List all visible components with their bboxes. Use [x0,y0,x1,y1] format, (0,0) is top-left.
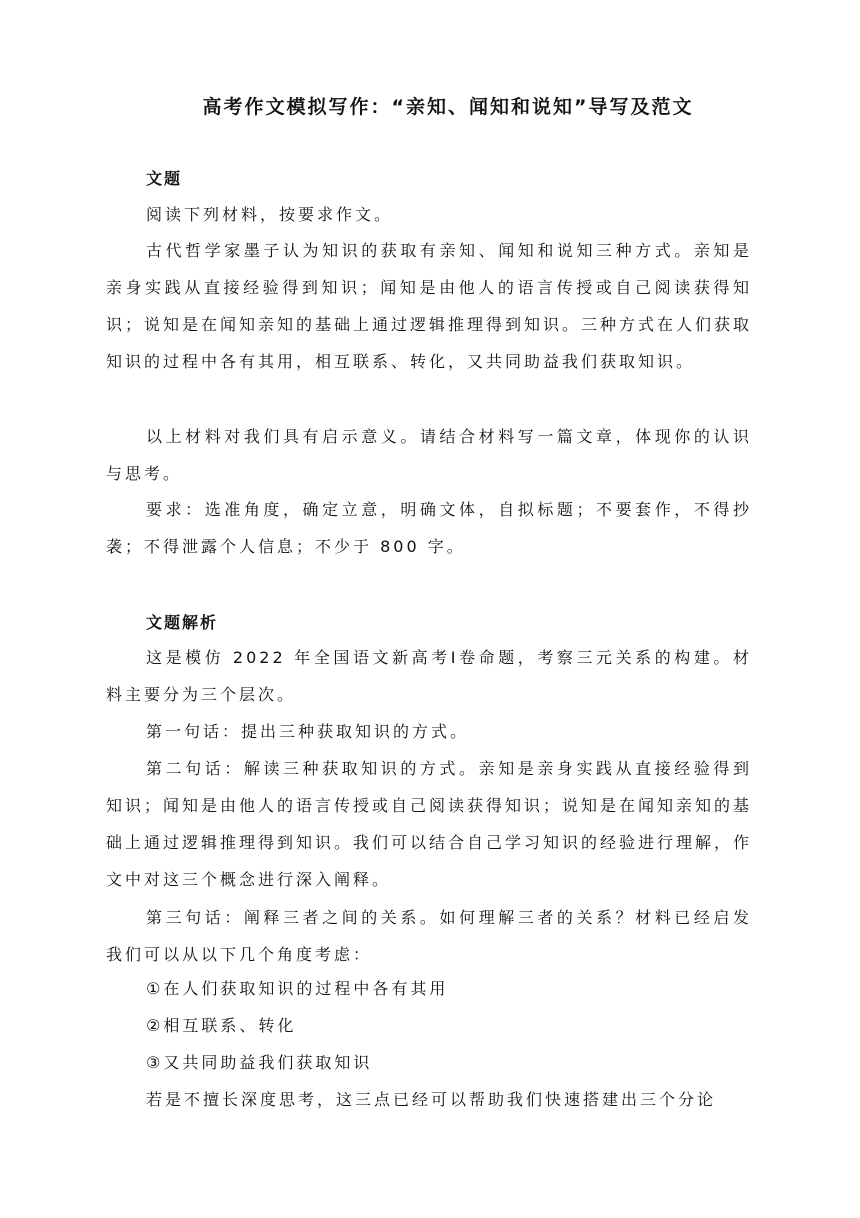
document-title: 高考作文模拟写作：“亲知、闻知和说知”导写及范文 [202,96,694,118]
analysis-paragraph: 若是不擅长深度思考，这三点已经可以帮助我们快速搭建出三个分论 [146,1090,717,1109]
analysis-list-item: ③又共同助益我们获取知识 [146,1053,373,1072]
prompt-paragraph: 古代哲学家墨子认为知识的获取有亲知、闻知和说知三种方式。亲知是亲身实践从直接经验得到知识；闻知是由他人的语言传授或自己阅读获得知识；说知是在闻知亲知的基础上通过逻辑推理得到知识。三种方式在人们获取知识的过程中各有其用，相互联系、转化，又共同助益我们获取知识。 [106,241,753,371]
analysis-paragraph: 第三句话：阐释三者之间的关系。如何理解三者的关系？材料已经启发我们可以从以下几个角度考虑： [106,908,752,964]
section-heading-analysis: 文题解析 [146,613,219,632]
section-heading-prompt: 文题 [146,169,183,188]
analysis-paragraph: 第一句话：提出三种获取知识的方式。 [146,722,470,741]
prompt-paragraph: 阅读下列材料，按要求作文。 [146,205,394,224]
analysis-list-item: ①在人们获取知识的过程中各有其用 [146,979,449,998]
analysis-list-item: ②相互联系、转化 [146,1016,297,1035]
analysis-paragraph: 第二句话：解读三种获取知识的方式。亲知是亲身实践从直接经验得到知识；闻知是由他人的语言传授或自己阅读获得知识；说知是在闻知亲知的基础上通过逻辑推理得到知识。我们可以结合自己学习知识的经验进行理解，作文中对这三个概念进行深入阐释。 [106,759,753,889]
prompt-paragraph: 以上材料对我们具有启示意义。请结合材料写一篇文章，体现你的认识与思考。 [106,427,752,483]
prompt-requirements: 要求：选准角度，确定立意，明确文体，自拟标题；不要套作，不得抄袭；不得泄露个人信息；不少于 800 字。 [106,500,752,556]
analysis-paragraph: 这是模仿 2022 年全国语文新高考Ⅰ卷命题，考察三元关系的构建。材料主要分为三个层次。 [106,648,752,704]
